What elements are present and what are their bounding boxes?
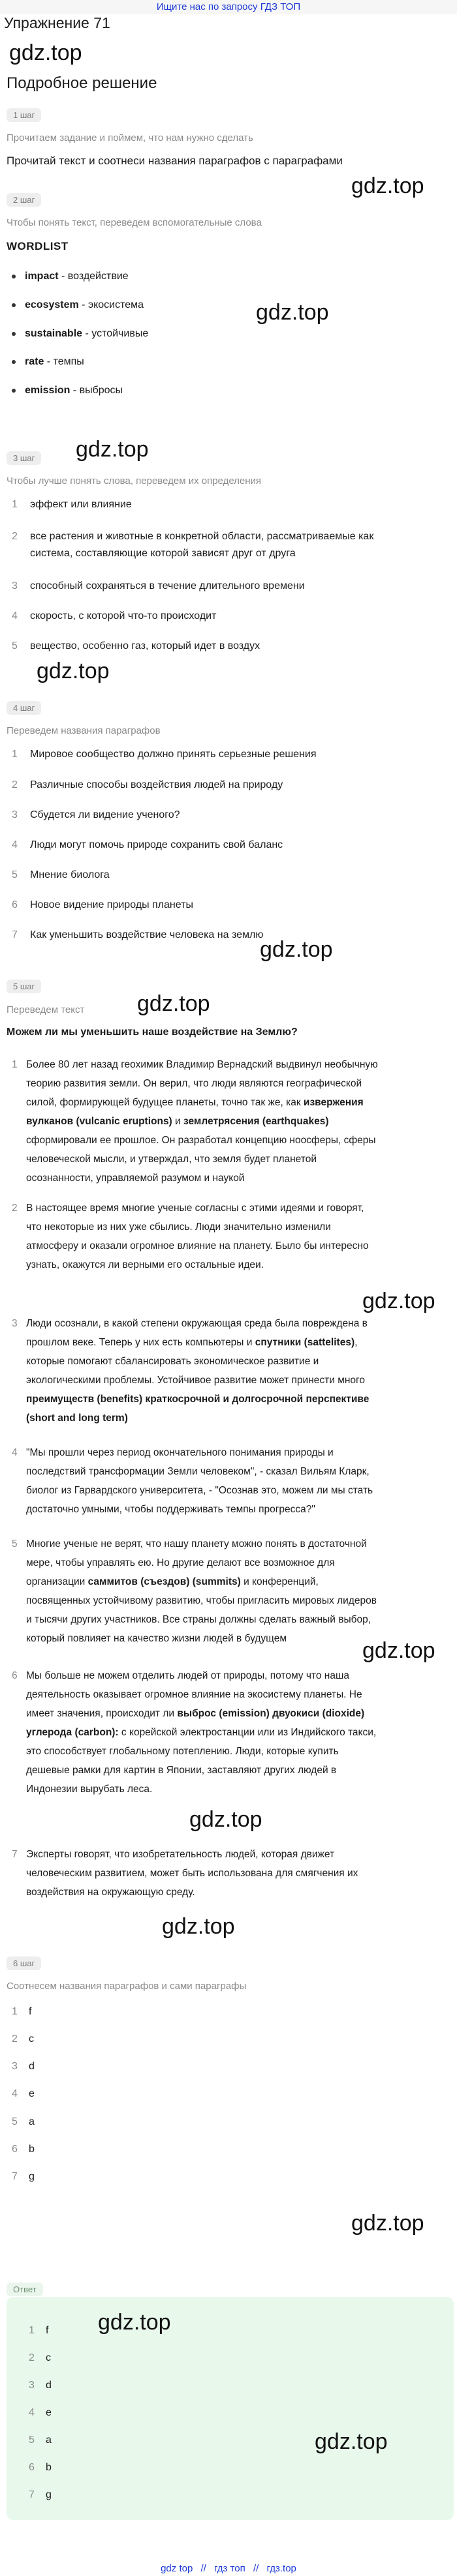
step-5-desc: Переведем текст — [7, 1004, 85, 1015]
bullet-icon — [12, 303, 16, 307]
watermark: gdz.top — [9, 40, 82, 65]
footer-separator: // — [200, 2563, 206, 2574]
step-6-badge: 6 шаг — [7, 1956, 41, 1970]
answer-item: 2 c — [29, 2352, 51, 2363]
step-1-badge: 1 шаг — [7, 108, 41, 122]
footer-link[interactable]: gdz top — [161, 2563, 193, 2574]
bullet-icon — [12, 389, 16, 393]
wordlist-title: WORDLIST — [7, 240, 69, 252]
match-item: 6 b — [12, 2144, 35, 2155]
step-3-desc: Чтобы лучше понять слова, переведем их определения — [7, 475, 262, 487]
exercise-title: Упражнение 71 — [4, 14, 110, 31]
match-item: 3 d — [12, 2061, 35, 2072]
watermark: gdz.top — [76, 437, 149, 462]
top-banner-link[interactable]: Ищите нас по запросу ГДЗ ТОП — [0, 0, 457, 14]
footer — [0, 2562, 457, 2576]
answer-item: 3 d — [29, 2380, 52, 2391]
step-1-desc: Прочитаем задание и поймем, что нам нужно сделать — [7, 132, 253, 143]
watermark: gdz.top — [362, 1289, 435, 1313]
answer-item: 1 f — [29, 2325, 49, 2336]
match-item: 1 f — [12, 2006, 32, 2017]
watermark: gdz.top — [162, 1914, 235, 1939]
footer-link[interactable]: гдз топ — [214, 2563, 245, 2574]
watermark: gdz.top — [98, 2310, 171, 2335]
bullet-icon — [12, 275, 16, 278]
watermark: gdz.top — [362, 1638, 435, 1663]
text-heading: Можем ли мы уменьшить наше воздействие на Землю? — [7, 1026, 298, 1038]
step-4-badge: 4 шаг — [7, 701, 41, 715]
match-item: 4 e — [12, 2088, 35, 2099]
watermark: gdz.top — [315, 2429, 388, 2454]
answer-box — [7, 2297, 454, 2520]
wordlist-item: sustainable - устойчивые — [12, 328, 148, 340]
answer-item: 5 a — [29, 2434, 52, 2446]
step-2-desc: Чтобы понять текст, переведем вспомогательные слова — [7, 217, 262, 228]
page: Ищите нас по запросу ГДЗ ТОП Упражнение 71 gdz.top Подробное решение 1 шаг Прочитаем задание и поймем, что нам нужно сделать Прочитай текст и соотнеси названия параграфов с параграфами gdz.top 2 шаг Чтобы понять текст, переведем вспомогательные слова WORDLIST impact - воздействие ecosystem - экосистема sustainable - устойчивые rate - темпы emission - выбросы gdz.top gdz.top 3 шаг Чтобы лучше понять слова, переведем их определения 1 эффект или влияние 2 все растения и животные в конкретной области, рассматриваемые как система, составляющие которой зависят друг от друга 3 способный сохраняться в течение длительного времени 4 скорость, с которой что-то происходит 5 вещество, особенно газ, который идет в воздух gdz.top 4 шаг Переведем названия параграфов 1 Мировое сообщество должно принять серьезные решения 2 Различные способы воздействия людей на природу 3 Сбудется ли видение ученого? 4 Люди могут помочь природе сохранить свой баланс 5 Мнение биолога 6 Новое видение природы планеты 7 Как уменьшить воздействие человека на землю gdz.top 5 шаг gdz.top Переведем текст Можем ли мы уменьшить наше воздействие на Землю? 1 Более 80 лет назад геохимик Владимир Вернадский выдвинул необычную теорию развития земли. Он верил, что люди являются географической силой, формирующей будущее планеты, точно так же, как извержения вулканов (vulcanic eruptions) и землетрясения (earthquakes) сформировали ее прошлое. Он разработал концепцию ноосферы, сферы человеческой мысли, и утверждал, что земля будет планетой осознанности, управляемой разумом и наукой 2 В настоящее время многие ученые согласны с этими идеями и говорят, что некоторые из них уже сбылись. Люди значительно изменили атмосферу и оказали огромное влияние на планету. Было бы интересно узнать, окажутся ли верными его остальные идеи. gdz.top 3 Люди осознали, в какой степени окружающая среда была повреждена в прошлом веке. Теперь у них есть компьютеры и спутники (sattelites), которые помогают сбалансировать экономическое развитие и экологическими проблемы. Устойчивое развитие может принести много преимуществ (benefits) краткосрочной и долгосрочной перспективе (short and long term) 4 "Мы прошли через период окончательного понимания природы и последствий трансформации Земли человеком", - сказал Вильям Кларк, биолог из Гарвардского университета, - "Осознав это, можем ли мы стать достаточно умными, чтобы поддерживать темпы прогресса?" 5 Многие ученые не верят, что нашу планету можно понять в достаточной мере, чтобы управлять ею. Но другие делают все возможное для организации саммитов (съездов) (summits) и конференций, посвященных устойчивому развитию, чтобы пригласить мировых лидеров и тысячи других участников. Все страны должны сделать важный выбор, который повлияет на качество жизни людей в будущем gdz.top 6 Мы больше не можем отделить людей от природы, потому что наша деятельность оказывает огромное влияние на экосистему планеты. Не имеет значения, происходит ли выброс (emission) двуокиси (dioxide) углерода (carbon): с корейской электростанции или из Индийского такси, это способствует глобальному потеплению. Люди, которые купить дешевые рамки для картин в Японии, заставляют других людей в Индонезии вырубать леса. gdz.top 7 Эксперты говорят, что изобретательность людей, которая движет человеческим развитием, может быть использована для смягчения их воздействия на окружающую среду. gdz.top 6 шаг Соотнесем названия параграфов и сами параграфы 1 f 2 c 3 d 4 e 5 a 6 b 7 g gdz.top Ответ gdz.top 1 f 2 c 3 d 4 e 5 a 6 b 7 g gdz.top gdz top // гдз топ // гдз.top — [0, 0, 457, 2576]
watermark: gdz.top — [351, 2211, 424, 2236]
answer-item: 7 g — [29, 2489, 52, 2500]
step-3-badge: 3 шаг — [7, 451, 41, 465]
footer-separator: // — [253, 2563, 259, 2574]
answer-item: 4 e — [29, 2407, 52, 2418]
match-item: 7 g — [12, 2171, 35, 2182]
watermark: gdz.top — [37, 659, 110, 683]
watermark: gdz.top — [351, 173, 424, 198]
wordlist-item: emission - выбросы — [12, 385, 123, 397]
wordlist-item: ecosystem - экосистема — [12, 299, 144, 311]
match-item: 2 c — [12, 2033, 34, 2044]
bullet-icon — [12, 332, 16, 336]
solution-subtitle: Подробное решение — [7, 74, 157, 92]
watermark: gdz.top — [137, 991, 210, 1016]
watermark: gdz.top — [189, 1807, 262, 1832]
step-1-text: Прочитай текст и соотнеси названия параграфов с параграфами — [7, 155, 343, 167]
bullet-icon — [12, 360, 16, 364]
step-5-badge: 5 шаг — [7, 980, 41, 993]
wordlist-item: rate - темпы — [12, 356, 84, 368]
answer-item: 6 b — [29, 2462, 52, 2473]
step-6-desc: Соотнесем названия параграфов и сами параграфы — [7, 1981, 247, 1992]
answer-badge: Ответ — [7, 2283, 43, 2296]
footer-link[interactable]: гдз.top — [266, 2563, 296, 2574]
watermark: gdz.top — [256, 300, 329, 325]
step-2-badge: 2 шаг — [7, 193, 41, 207]
match-item: 5 a — [12, 2116, 35, 2127]
step-4-desc: Переведем названия параграфов — [7, 725, 161, 736]
wordlist-item: impact - воздействие — [12, 271, 129, 282]
watermark: gdz.top — [260, 937, 333, 962]
